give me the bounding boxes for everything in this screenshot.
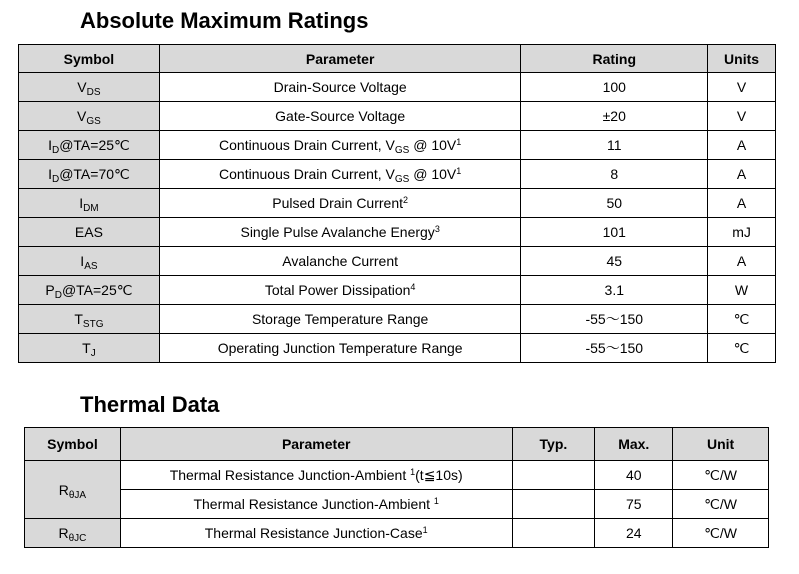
table-row [19,247,776,276]
symbol-subscript: DM [83,203,99,214]
rating-cell [521,305,708,334]
symbol-text: I [48,165,52,182]
symbol-subscript: J [90,348,96,359]
symbol-cell [25,519,121,548]
table-row [19,160,776,189]
max-cell [595,461,673,490]
parameter-text: Continuous Drain Current, V [219,166,395,182]
unit-value: V [736,108,747,124]
symbol-text: T [82,340,91,356]
rating-value: 3.1 [604,282,624,298]
symbol-cell [19,218,160,247]
header-units: Units [708,45,776,73]
footnote-ref: 1 [456,137,462,147]
rating-value: ±20 [602,108,626,124]
symbol-subscript: STG [82,319,104,330]
parameter-cell [159,218,521,247]
unit-cell [708,102,776,131]
header-typ: Typ. [512,428,595,461]
symbol-cell [25,461,121,519]
symbol-cell [19,247,160,276]
symbol-text: V [77,79,87,95]
thermal-data-table [24,427,769,548]
unit-value: mJ [732,224,751,240]
table-row [19,334,776,363]
symbol-text: R [58,525,69,541]
footnote-ref: 1 [422,525,428,535]
parameter-text: Pulsed Drain Current [272,195,404,211]
parameter-cell [159,247,521,276]
rating-cell [521,334,708,363]
table-row [19,73,776,102]
typ-cell [512,519,595,548]
parameter-text: Storage Temperature Range [251,311,429,327]
typ-cell [512,461,595,490]
rating-value: 11 [606,137,622,153]
parameter-condition: @ 10V [409,137,457,153]
parameter-cell [159,276,521,305]
unit-value: A [736,166,747,182]
header-parameter: Parameter [159,45,521,73]
max-value: 24 [625,525,642,541]
table-row [19,102,776,131]
header-parameter: Parameter [120,428,512,461]
unit-cell [673,461,769,490]
parameter-condition: (t≦10s) [415,466,463,483]
parameter-text: Avalanche Current [282,253,398,269]
symbol-subscript: θJC [68,533,87,544]
symbol-cell [19,334,160,363]
header-rating: Rating [521,45,708,73]
footnote-ref: 1 [433,496,439,506]
rating-cell [521,160,708,189]
symbol-condition: @TA=25℃ [61,281,133,298]
rating-cell [521,189,708,218]
unit-value: ℃ [733,339,750,356]
table-row [19,218,776,247]
parameter-text: Operating Junction Temperature Range [217,340,463,356]
symbol-subscript: θJA [68,489,87,501]
parameter-cell [159,160,521,189]
unit-value: V [736,79,747,95]
unit-cell [708,276,776,305]
footnote-ref: 2 [403,195,409,205]
table-header-row [19,45,776,73]
absolute-max-ratings-body [19,73,776,363]
rating-value: 8 [610,166,619,182]
symbol-text: EAS [74,224,103,240]
symbol-text: I [79,195,84,211]
symbol-cell [19,102,160,131]
unit-cell [708,334,776,363]
max-value: 40 [625,467,642,483]
unit-cell [708,305,776,334]
max-cell [595,490,673,519]
symbol-text: V [77,108,87,124]
rating-cell [521,247,708,276]
unit-value: ℃ [733,310,750,327]
unit-cell [708,160,776,189]
footnote-ref: 1 [456,166,462,176]
absolute-max-ratings-title: Absolute Maximum Ratings [80,8,369,33]
table-row [19,131,776,160]
symbol-cell [19,73,160,102]
symbol-subscript: AS [84,261,98,272]
symbol-cell [19,131,160,160]
unit-cell [708,73,776,102]
rating-cell [521,73,708,102]
unit-value: A [736,253,747,269]
rating-value: -55～150 [585,311,644,327]
unit-value: A [736,137,747,153]
parameter-cell [120,519,512,548]
symbol-text: T [74,311,83,327]
parameter-cell [159,189,521,218]
parameter-text: Total Power Dissipation [264,282,411,298]
rating-value: 101 [602,224,626,240]
symbol-subscript: D [51,173,60,185]
footnote-ref: 1 [410,466,416,477]
symbol-condition: @TA=70℃ [59,165,130,182]
rating-value: -55～150 [585,340,644,356]
unit-cell [673,519,769,548]
unit-cell [708,247,776,276]
unit-value: ℃/W [704,466,737,483]
parameter-text: Single Pulse Avalanche Energy [240,224,435,240]
symbol-condition: @TA=25℃ [59,136,130,153]
parameter-subscript: GS [394,174,410,185]
parameter-text: Drain-Source Voltage [273,79,407,95]
parameter-cell [159,131,521,160]
rating-value: 45 [606,253,623,269]
parameter-condition: @ 10V [409,166,457,182]
rating-value: 50 [606,195,623,211]
symbol-text: I [48,136,52,153]
rating-cell [521,218,708,247]
parameter-text: Thermal Resistance Junction-Case [204,525,423,541]
typ-cell [512,490,595,519]
table-header-row [25,428,769,461]
symbol-cell [19,305,160,334]
header-symbol: Symbol [25,428,121,461]
symbol-text: I [80,253,85,269]
table-row [25,490,769,519]
parameter-subscript: GS [394,145,410,156]
footnote-ref: 3 [434,224,440,234]
table-row [25,461,769,490]
parameter-text: Thermal Resistance Junction-Ambient [193,496,434,512]
symbol-cell [19,189,160,218]
unit-value: ℃/W [704,524,737,541]
table-row [25,519,769,548]
thermal-data-body [25,461,769,548]
parameter-cell [159,334,521,363]
footnote-ref: 4 [410,282,416,292]
table-row [19,305,776,334]
rating-cell [521,276,708,305]
table-row [19,189,776,218]
parameter-cell [159,102,521,131]
header-symbol: Symbol [19,45,160,73]
rating-cell [521,102,708,131]
symbol-subscript: DS [86,87,101,98]
symbol-subscript: D [51,144,60,156]
rating-value: 100 [602,79,626,95]
parameter-text: Thermal Resistance Junction-Ambient [169,466,411,483]
thermal-data-title: Thermal Data [80,392,220,417]
unit-value: ℃/W [704,495,737,512]
header-unit: Unit [673,428,769,461]
unit-cell [708,131,776,160]
unit-cell [708,218,776,247]
unit-cell [708,189,776,218]
absolute-max-ratings-table [18,44,776,363]
unit-value: W [734,282,749,298]
max-value: 75 [625,496,642,512]
unit-value: A [736,195,747,211]
parameter-cell [120,490,512,519]
header-max: Max. [595,428,673,461]
table-row [19,276,776,305]
parameter-text: Continuous Drain Current, V [219,137,395,153]
symbol-text: P [45,281,55,298]
rating-cell [521,131,708,160]
parameter-cell [159,73,521,102]
symbol-cell [19,276,160,305]
symbol-subscript: GS [86,116,101,127]
parameter-cell [120,461,512,490]
symbol-cell [19,160,160,189]
symbol-subscript: D [54,289,62,301]
parameter-cell [159,305,521,334]
max-cell [595,519,673,548]
parameter-text: Gate-Source Voltage [275,108,406,124]
symbol-text: R [58,481,69,498]
unit-cell [673,490,769,519]
